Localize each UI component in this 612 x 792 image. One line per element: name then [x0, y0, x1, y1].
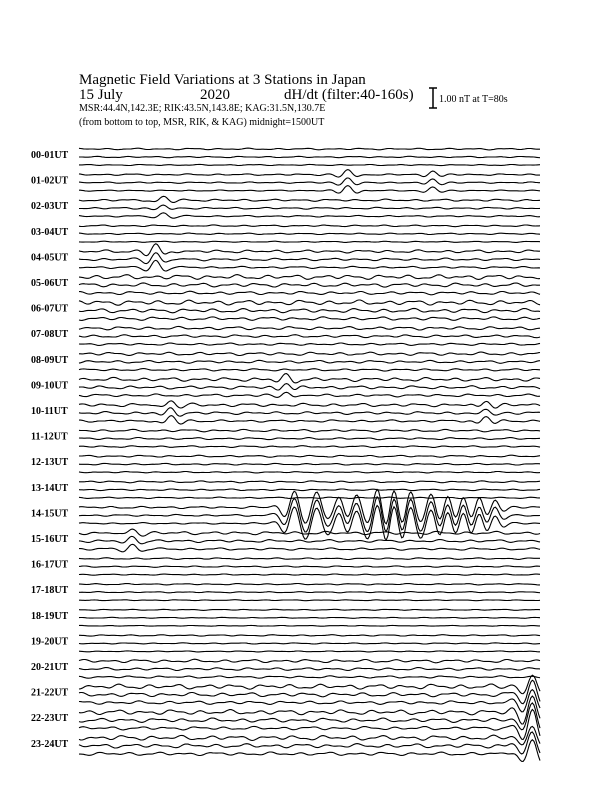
trace-kag — [79, 401, 540, 408]
trace-msr — [79, 472, 540, 473]
trace-rik — [79, 732, 540, 754]
hour-label: 14-15UT — [31, 508, 69, 520]
hour-row — [31, 726, 540, 761]
station-coordinates: MSR:44.4N,142.3E; RIK:43.5N,143.8E; KAG:31.5N,130.7E — [79, 103, 326, 114]
hour-label: 19-20UT — [31, 636, 69, 648]
station-order-note: (from bottom to top, MSR, RIK, & KAG) midnight=1500UT — [79, 117, 325, 128]
trace-kag — [79, 170, 540, 178]
trace-kag — [79, 225, 540, 227]
trace-rik — [79, 592, 540, 593]
trace-kag — [79, 244, 540, 256]
trace-kag — [79, 374, 540, 383]
trace-rik — [79, 408, 540, 416]
hour-label: 22-23UT — [31, 713, 69, 725]
trace-rik — [79, 617, 540, 618]
chart-date: 15 July — [79, 87, 123, 103]
hour-row — [31, 659, 540, 678]
trace-kag — [79, 726, 540, 744]
trace-rik — [79, 233, 540, 234]
trace-msr — [79, 369, 540, 372]
trace-kag — [79, 352, 540, 355]
hour-row — [31, 635, 540, 652]
trace-rik — [79, 463, 540, 465]
trace-kag — [79, 326, 540, 330]
trace-msr — [79, 317, 540, 321]
trace-msr — [79, 392, 540, 397]
trace-kag — [79, 490, 540, 524]
scale-bar — [429, 88, 437, 108]
trace-kag — [79, 455, 540, 457]
trace-rik — [79, 156, 540, 157]
trace-rik — [79, 438, 540, 440]
trace-msr — [79, 343, 540, 345]
trace-rik — [79, 308, 540, 312]
trace-msr — [79, 213, 540, 218]
trace-kag — [79, 659, 540, 663]
trace-msr — [79, 241, 540, 242]
hour-label: 13-14UT — [31, 482, 69, 494]
trace-kag — [79, 275, 540, 280]
hour-label: 07-08UT — [31, 329, 69, 341]
trace-rik — [79, 703, 540, 730]
chart-component: dH/dt (filter:40-160s) — [284, 87, 414, 103]
hour-row — [31, 584, 540, 601]
hour-label: 03-04UT — [31, 226, 69, 238]
hour-label: 18-19UT — [31, 610, 69, 622]
trace-rik — [79, 536, 540, 543]
hour-label: 15-16UT — [31, 534, 69, 545]
hour-label: 23-24UT — [31, 738, 69, 750]
trace-kag — [79, 609, 540, 610]
hour-row — [31, 170, 540, 194]
trace-msr — [79, 690, 540, 712]
trace-msr — [79, 416, 540, 424]
trace-msr — [79, 186, 540, 194]
trace-msr — [79, 574, 540, 575]
hour-label: 00-01UT — [31, 150, 69, 161]
hour-row — [31, 481, 540, 499]
trace-rik — [79, 283, 540, 287]
trace-kag — [79, 300, 540, 305]
hour-row — [31, 196, 540, 218]
trace-msr — [79, 497, 540, 498]
hour-label: 10-11UT — [31, 406, 68, 417]
trace-kag — [79, 635, 540, 636]
hour-label: 09-10UT — [31, 380, 69, 392]
trace-msr — [79, 740, 540, 762]
trace-rik — [79, 178, 540, 185]
trace-kag — [79, 429, 540, 432]
hour-label: 01-02UT — [31, 175, 69, 187]
trace-msr — [79, 676, 540, 678]
hour-row — [31, 326, 540, 345]
trace-rik — [79, 360, 540, 363]
trace-msr — [79, 291, 540, 295]
hour-label: 11-12UT — [31, 431, 68, 443]
hour-row — [31, 352, 540, 371]
trace-kag — [79, 558, 540, 560]
trace-kag — [79, 481, 540, 483]
trace-msr — [79, 710, 540, 740]
hour-label: 08-09UT — [31, 354, 69, 366]
trace-rik — [79, 643, 540, 644]
hour-row — [31, 225, 540, 243]
trace-msr — [79, 544, 540, 552]
trace-msr — [79, 600, 540, 601]
trace-rik — [79, 566, 540, 567]
trace-rik — [79, 384, 540, 390]
trace-rik — [79, 205, 540, 210]
hour-label: 21-22UT — [31, 687, 69, 699]
hour-label: 06-07UT — [31, 303, 69, 315]
hour-label: 16-17UT — [31, 559, 69, 571]
hour-rows — [31, 148, 540, 761]
scale-bar-label: 1.00 nT at T=80s — [439, 94, 508, 105]
hour-row — [31, 675, 540, 712]
hour-label: 05-06UT — [31, 278, 69, 289]
trace-msr — [79, 446, 540, 448]
hour-row — [31, 275, 540, 295]
trace-msr — [79, 651, 540, 652]
hour-row — [31, 148, 540, 166]
chart-title: Magnetic Field Variations at 3 Stations in Japan — [79, 72, 366, 88]
hour-row — [31, 429, 540, 447]
hour-label: 17-18UT — [31, 585, 69, 597]
hour-label: 04-05UT — [31, 252, 69, 264]
trace-kag — [79, 584, 540, 585]
hour-label: 12-13UT — [31, 457, 69, 469]
trace-kag — [79, 148, 540, 150]
hour-row — [31, 609, 540, 626]
hour-row — [31, 374, 540, 398]
trace-rik — [79, 668, 540, 671]
trace-msr — [79, 625, 540, 626]
chart-year: 2020 — [200, 87, 230, 103]
hour-row — [31, 455, 540, 473]
trace-rik — [79, 489, 540, 491]
trace-kag — [79, 196, 540, 202]
hour-label: 02-03UT — [31, 201, 69, 213]
trace-msr — [79, 164, 540, 165]
hour-row — [31, 244, 540, 271]
trace-rik — [79, 335, 540, 338]
trace-rik — [79, 680, 540, 704]
hour-row — [31, 558, 540, 576]
hour-label: 20-21UT — [31, 662, 69, 673]
hour-row — [31, 300, 540, 320]
hour-row — [31, 401, 540, 424]
